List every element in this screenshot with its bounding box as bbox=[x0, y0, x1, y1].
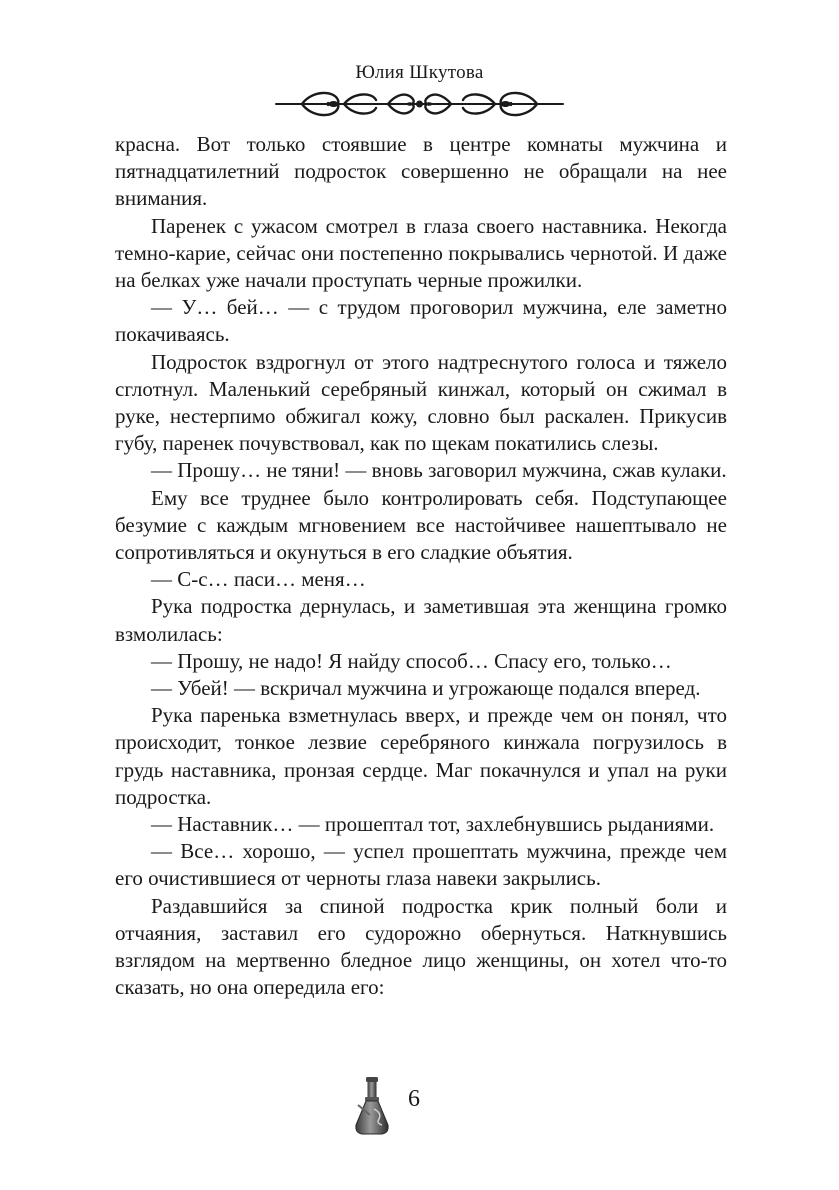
running-head-author: Юлия Шкутова bbox=[355, 62, 484, 83]
paragraph: Рука паренька взметнулась вверх, и прежде чем он понял, что происходит, тонкое лезвие серебряного кинжала погрузилось в грудь наставника, пронзая сердце. Маг покачнулся и упал на руки подростка. bbox=[115, 703, 727, 809]
paragraph: — Наставник… — прошептал тот, захлебнувшись рыданиями. bbox=[151, 812, 715, 837]
paragraph: — У… бей… — с трудом проговорил мужчина, еле заметно покачиваясь. bbox=[115, 295, 727, 347]
paragraph: Рука подростка дернулась, и заметившая эта женщина громко взмолилась: bbox=[115, 594, 727, 646]
paragraph: Ему все труднее было контролировать себя. Подступающее безумие с каждым мгновением все настойчивее нашептывало не сопротивляться и окунуться в его сладкие объятия. bbox=[115, 485, 727, 565]
paragraph: — Прошу… не тяни! — вновь заговорил мужчина, сжав кулаки. bbox=[151, 458, 727, 483]
flask-emblem-icon bbox=[352, 1075, 392, 1137]
paragraph: — Все… хорошо, — успел прошептать мужчина, прежде чем его очистившиеся от черноты глаза навеки закрылись. bbox=[115, 839, 727, 891]
paragraph: красна. Вот только стоявшие в центре комнаты мужчина и пятнадцатилетний подросток совершенно не обращали на нее внимания. bbox=[115, 132, 727, 211]
paragraph: Паренек с ужасом смотрел в глаза своего наставника. Некогда темно-карие, сейчас они постепенно покрывались чернотой. И даже на белках уже начали проступать черные прожилки. bbox=[115, 213, 727, 293]
ornament-divider-icon bbox=[272, 86, 567, 122]
paragraph: — Убей! — вскричал мужчина и угрожающе подался вперед. bbox=[151, 676, 701, 701]
page-number: 6 bbox=[408, 1086, 420, 1112]
body-text bbox=[115, 131, 727, 1002]
paragraph: — Прошу, не надо! Я найду способ… Спасу его, только… bbox=[151, 648, 672, 673]
paragraph: — С-с… паси… меня… bbox=[151, 567, 366, 592]
paragraph: Раздавшийся за спиной подростка крик полный боли и отчаяния, заставил его судорожно обернуться. Наткнувшись взглядом на мертвенно бледное лицо женщины, он хотел что-то сказать, но она опередила его: bbox=[115, 893, 727, 1000]
paragraph: Подросток вздрогнул от этого надтреснутого голоса и тяжело сглотнул. Маленький серебряный кинжал, который он сжимал в руке, нестерпимо обжигал кожу, словно был раскален. Прикусив губу, паренек почувствовал, как по щекам покатились слезы. bbox=[115, 349, 727, 456]
